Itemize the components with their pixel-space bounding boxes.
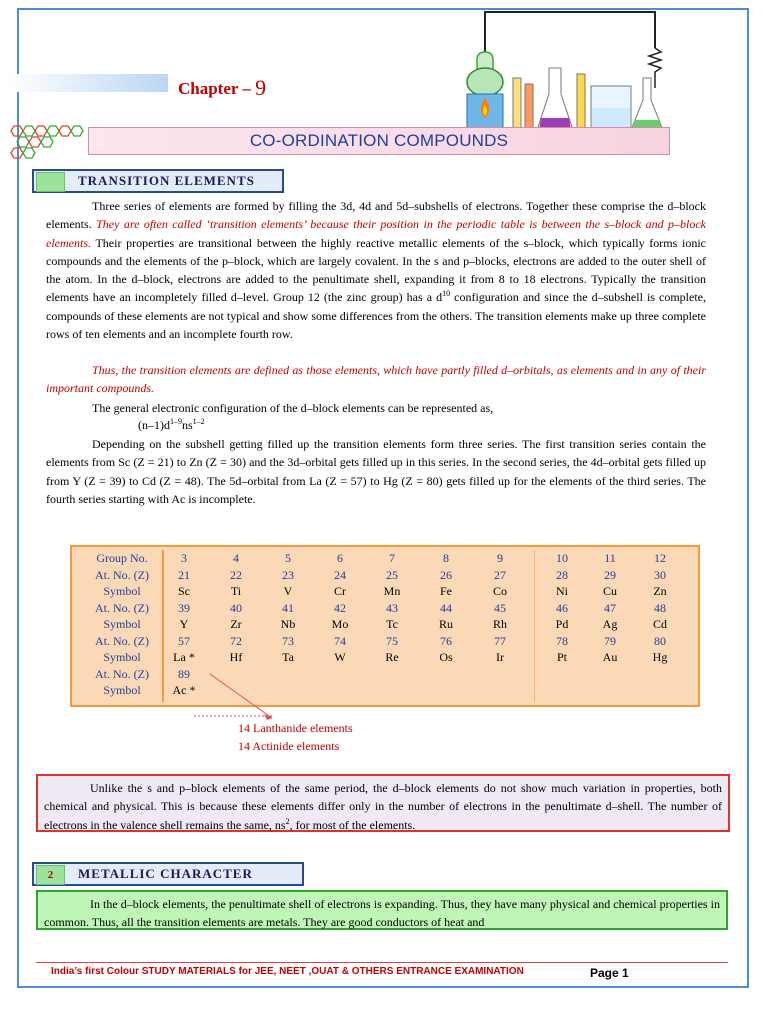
chapter-number: 9 bbox=[255, 75, 267, 100]
table-cell-symbol: Fe bbox=[440, 584, 452, 598]
metallic-character-box bbox=[36, 890, 728, 930]
section-number-box bbox=[36, 172, 65, 192]
table-cell-symbol: Ni bbox=[556, 584, 568, 598]
table-cell-atomic-number: 79 bbox=[604, 633, 616, 648]
chapter-band bbox=[8, 74, 168, 92]
table-cell-atomic-number: 57 bbox=[178, 633, 190, 648]
table-row-label: At. No. (Z) bbox=[95, 567, 149, 582]
table-cell-atomic-number: 45 bbox=[494, 600, 506, 615]
table-cell-atomic-number: 23 bbox=[282, 567, 294, 582]
chapter-title: CO-ORDINATION COMPOUNDS bbox=[249, 131, 509, 150]
table-cell-symbol: Tc bbox=[386, 617, 398, 631]
electronic-configuration-formula: $(n-1)d^{1-9}ns^{1-2}$ bbox=[138, 417, 205, 432]
table-cell-symbol: Ag bbox=[602, 617, 618, 631]
table-cell-symbol: Hg bbox=[652, 650, 668, 664]
footer-divider bbox=[36, 962, 728, 963]
table-cell-atomic-number: 41 bbox=[282, 600, 294, 615]
table-cell-group: 3 bbox=[181, 551, 187, 565]
table-cell-atomic-number: 27 bbox=[494, 567, 506, 582]
table-cell-symbol: Pt bbox=[556, 650, 567, 664]
paragraph-intro: Three series of elements are formed by filling the 3d, 4d and 5d–subshells of electrons. Together these comprise the d–block elements. They are often called ‘transition elements’ because their position in the periodic table is between the s–block and p–block elements. Their properties are transitional between the highly reactive metallic elements of the s–block, which typically forms ionic compounds and the elements of the p–block, which are largely covalent. In the s and p–blocks, electrons are added to the outer shell of the atom. In the d–block, electrons are added to the penultimate shell, expanding it from 8 to 18 electrons. Typically the transition elements have an incompletely filled d–level. Group 12 (the zinc group) has a $d^{10}$ configuration and since the d–subshell is complete, compounds of these elements are not typical and show some differences from the others. The transition elements make up three complete rows of ten elements and an incomplete fourth row. bbox=[46, 199, 706, 342]
table-divider bbox=[534, 550, 535, 702]
table-cell-symbol: Cu bbox=[602, 584, 617, 598]
table-cell-atomic-number: 75 bbox=[386, 633, 398, 648]
table-cell-group: 9 bbox=[497, 551, 503, 565]
table-cell-atomic-number: 24 bbox=[334, 567, 346, 582]
section-number-box: 2 bbox=[36, 865, 65, 885]
table-cell-atomic-number: 42 bbox=[334, 600, 346, 615]
paragraph-series: Depending on the subshell getting filled up the transition elements form three series. The first transition series contain the elements from Sc (Z = 21) to Zn (Z = 30) and the 3d–orbital gets filled up in this series. In the second series, the 4d–orbital gets filled up from Y (Z = 39) to Cd (Z = 48). The 5d–orbital from La (Z = 57) to Hg (Z = 80) gets filled up for the elements of the third series. The fourth series starting with Ac is incomplete. bbox=[46, 437, 706, 506]
table-cell-atomic-number: 46 bbox=[556, 600, 568, 615]
table-cell-group: 7 bbox=[389, 551, 395, 565]
table-cell-atomic-number: 78 bbox=[556, 633, 568, 648]
table-cell-group: 4 bbox=[233, 551, 239, 565]
table-cell-atomic-number: 74 bbox=[334, 633, 346, 648]
table-cell-symbol: Nb bbox=[280, 617, 296, 631]
section-header-transition-elements bbox=[32, 169, 284, 193]
table-cell-atomic-number: 77 bbox=[494, 633, 506, 648]
transition-elements-table bbox=[70, 545, 700, 707]
table-cell-group: 10 bbox=[556, 551, 568, 565]
chapter-title-band bbox=[88, 127, 670, 155]
property-variation-text: Unlike the s and p–block elements of the same period, the d–block elements do not show much variation in properties, both chemical and physical. This is because these elements differ only in the number of electrons in the penultimate d–shell. The number of electrons in the valence shell remains the same, $ns^2$, for most of the elements. bbox=[44, 781, 722, 832]
table-cell-symbol: Mo bbox=[331, 617, 349, 631]
section-header-metallic-character bbox=[32, 862, 304, 886]
table-cell-symbol: Sc bbox=[178, 584, 190, 598]
table-row-label: Symbol bbox=[103, 584, 141, 598]
table-cell-symbol: Zr bbox=[230, 617, 242, 631]
table-cell-atomic-number: 22 bbox=[230, 567, 242, 582]
table-cell-symbol: Zn bbox=[653, 584, 667, 598]
table-cell-symbol: Pd bbox=[555, 617, 569, 631]
table-cell-symbol: Y bbox=[179, 617, 189, 631]
table-cell-atomic-number: 44 bbox=[440, 600, 452, 615]
lab-apparatus-illustration bbox=[455, 8, 677, 134]
table-cell-symbol: V bbox=[283, 584, 293, 598]
table-cell-atomic-number: 48 bbox=[654, 600, 666, 615]
table-cell-symbol: W bbox=[334, 650, 346, 664]
table-cell-group: 5 bbox=[285, 551, 291, 565]
table-cell-symbol: Mn bbox=[383, 584, 401, 598]
table-cell-symbol: Ru bbox=[438, 617, 453, 631]
table-cell-symbol: Ta bbox=[282, 650, 294, 664]
table-cell-symbol: Ir bbox=[496, 650, 504, 664]
table-cell-symbol: Os bbox=[439, 650, 453, 664]
table-cell-atomic-number: 47 bbox=[604, 600, 616, 615]
table-cell-atomic-number: 43 bbox=[386, 600, 398, 615]
page-number: Page 1 bbox=[590, 966, 629, 980]
table-cell-group: 12 bbox=[654, 551, 666, 565]
table-row-label: Symbol bbox=[103, 650, 141, 664]
table-cell-atomic-number: 29 bbox=[604, 567, 616, 582]
table-cell-group: 6 bbox=[337, 551, 343, 565]
table-cell-atomic-number: 28 bbox=[556, 567, 568, 582]
table-row-label: At. No. (Z) bbox=[95, 666, 149, 681]
section-title: TRANSITION ELEMENTS bbox=[78, 173, 255, 188]
property-variation-box bbox=[36, 774, 730, 832]
table-cell-atomic-number: 26 bbox=[440, 567, 452, 582]
table-row-label: Symbol bbox=[103, 683, 141, 697]
table-cell-symbol: Au bbox=[602, 650, 618, 664]
table-cell-symbol: Rh bbox=[492, 617, 507, 631]
table-cell-symbol: Hf bbox=[229, 650, 243, 664]
table-cell-atomic-number: 73 bbox=[282, 633, 294, 648]
table-cell-atomic-number: 76 bbox=[440, 633, 452, 648]
table-row-label: At. No. (Z) bbox=[95, 633, 149, 648]
paragraph-definition: Thus, the transition elements are defined as those elements, which have partly filled d–orbitals, as elements and in any of their important compounds. bbox=[46, 363, 706, 396]
section-title: METALLIC CHARACTER bbox=[78, 866, 253, 881]
table-cell-atomic-number: 30 bbox=[654, 567, 666, 582]
table-row-label: At. No. (Z) bbox=[95, 600, 149, 615]
actinide-note: 14 Actinide elements bbox=[238, 739, 340, 753]
table-cell-symbol: Ac * bbox=[172, 683, 196, 697]
footer-text: India’s first Colour STUDY MATERIALS for JEE, NEET ,OUAT & OTHERS ENTRANCE EXAMINATION bbox=[51, 966, 524, 977]
table-cell-symbol: Cd bbox=[652, 617, 667, 631]
table-cell-symbol: Co bbox=[492, 584, 507, 598]
hexagon-decoration-icon bbox=[6, 123, 96, 161]
table-cell-atomic-number: 25 bbox=[386, 567, 398, 582]
table-cell-atomic-number: 72 bbox=[230, 633, 242, 648]
table-cell-group: 8 bbox=[443, 551, 449, 565]
metallic-character-text: In the d–block elements, the penultimate shell of electrons is expanding. Thus, they have many physical and chemical properties in common. Thus, all the transition elements are metals. They are good conductors of heat and bbox=[44, 897, 720, 930]
table-cell-atomic-number: 80 bbox=[654, 633, 666, 648]
table-cell-symbol: Ti bbox=[230, 584, 242, 598]
table-row-label: Group No. bbox=[96, 551, 148, 565]
table-row-label: Symbol bbox=[103, 617, 141, 631]
lanthanide-note: 14 Lanthanide elements bbox=[238, 721, 353, 735]
table-cell-atomic-number: 40 bbox=[230, 600, 242, 615]
table-cell-symbol: Re bbox=[385, 650, 399, 664]
table-cell-symbol: Cr bbox=[334, 584, 346, 598]
table-cell-group: 11 bbox=[604, 551, 616, 565]
table-cell-atomic-number: 21 bbox=[178, 567, 190, 582]
chapter-label: Chapter – 9 bbox=[178, 75, 267, 100]
table-cell-atomic-number: 39 bbox=[178, 600, 190, 615]
table-cell-atomic-number: 89 bbox=[178, 666, 190, 681]
table-cell-symbol: La * bbox=[173, 650, 195, 664]
paragraph-configuration: The general electronic configuration of the d–block elements can be represented as, bbox=[92, 401, 494, 415]
